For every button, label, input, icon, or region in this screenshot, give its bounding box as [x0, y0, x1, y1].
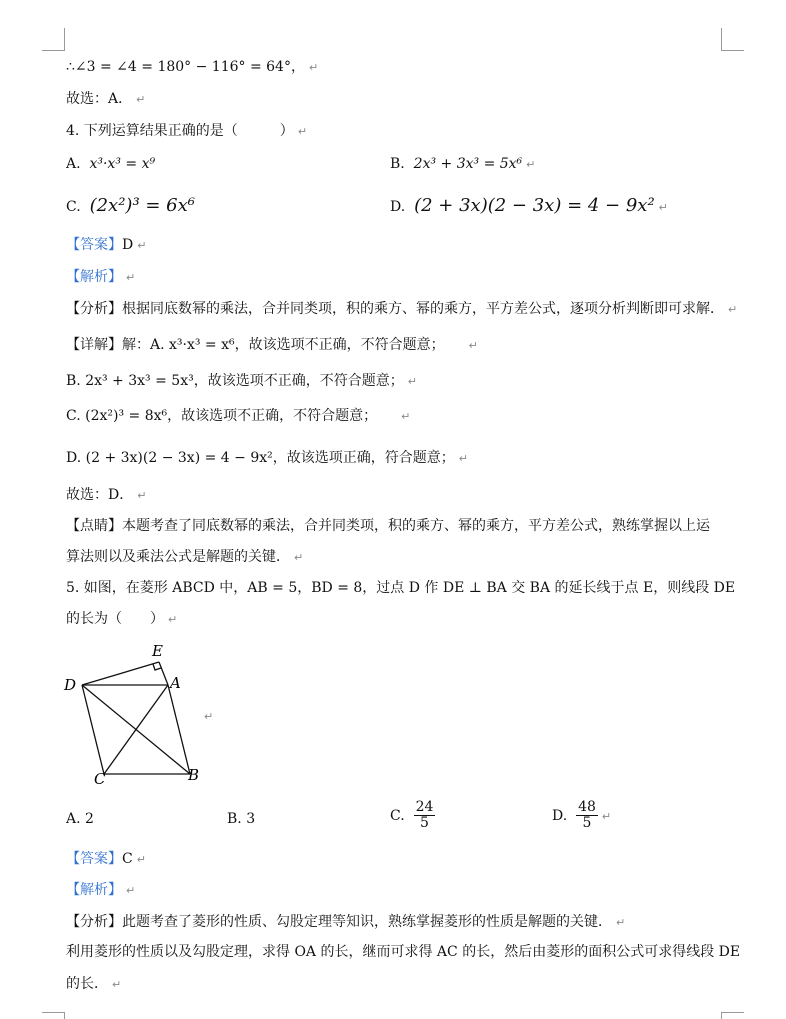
- q4-xiangjie-d: D. (2 + 3x)(2 − 3x) = 4 − 9x²，故该选项正确，符合题意； ↵: [66, 450, 468, 466]
- crop-mark-bottom-left: [42, 1012, 65, 1019]
- line-conclusion: ∴∠3 = ∠4 = 180° − 116° = 64°， ↵: [66, 59, 319, 75]
- q5-analysis-heading: 【解析】 ↵: [66, 882, 136, 898]
- label-c: C: [94, 770, 106, 788]
- figure-return-mark: ↵: [204, 710, 214, 723]
- segment-cd: [82, 685, 104, 774]
- label-a: A: [170, 674, 181, 692]
- q5-answer: 【答案】C ↵: [66, 851, 146, 867]
- q4-xiangjie-c: C. (2x²)³ = 8x⁶，故该选项不正确，不符合题意； ↵: [66, 408, 411, 424]
- segment-ab: [168, 685, 190, 774]
- diagonal-ac: [104, 685, 168, 774]
- fraction-24-5: $\frac{24}{5}$: [415, 799, 434, 832]
- q4-answer: 【答案】D ↵: [66, 237, 147, 253]
- fraction-48-5: $\frac{48}{5}$: [578, 799, 596, 832]
- q5-option-b: B. 3: [227, 811, 256, 827]
- label-d: D: [64, 676, 77, 694]
- q4-dianjing-1: 【点睛】本题考查了同底数幂的乘法，合并同类项，积的乘方、幂的乘方，平方差公式，熟练掌握以上运: [66, 518, 710, 534]
- segment-de: [82, 662, 159, 685]
- crop-mark-top-right: [721, 28, 744, 51]
- q5-text-1: 利用菱形的性质以及勾股定理，求得 OA 的长，继而可求得 AC 的长，然后由菱形的面积公式可求得线段 DE: [66, 944, 741, 960]
- q5-option-c: C. $\frac{24}{5}$: [390, 799, 434, 832]
- q5-option-d: D. $\frac{48}{5}$ ↵: [552, 799, 612, 832]
- crop-mark-bottom-right: [721, 1012, 744, 1019]
- q4-fenxi: 【分析】根据同底数幂的乘法，合并同类项，积的乘方、幂的乘方，平方差公式，逐项分析判断即可求解． ↵: [66, 301, 738, 317]
- q4-stem: 4. 下列运算结果正确的是（ ） ↵: [66, 123, 308, 139]
- q5-option-a: A. 2: [66, 811, 94, 827]
- rhombus-figure: [60, 638, 220, 788]
- q4-xiangjie-b: B. 2x³ + 3x³ = 5x³，故该选项不正确，不符合题意； ↵: [66, 373, 417, 389]
- q4-option-a: A. x³·x³ = x⁹: [66, 156, 156, 172]
- q5-stem-2: 的长为（ ） ↵: [66, 611, 178, 627]
- q4-dianjing-2: 算法则以及乘法公式是解题的关键． ↵: [66, 549, 304, 565]
- q4-option-c: C. (2x²)³ = 6x⁶: [66, 195, 196, 216]
- q5-text-2: 的长． ↵: [66, 976, 122, 992]
- q4-choose-d: 故选：D． ↵: [66, 487, 147, 503]
- q4-analysis-heading: 【解析】 ↵: [66, 269, 136, 285]
- q4-option-d: D. (2 + 3x)(2 − 3x) = 4 − 9x² ↵: [390, 195, 668, 216]
- segment-ea: [159, 662, 168, 685]
- q4-xiangjie-a: 【详解】解：A. x³·x³ = x⁶，故该选项不正确，不符合题意； ↵: [66, 337, 478, 353]
- q5-stem-1: 5. 如图，在菱形 ABCD 中，AB = 5，BD = 8，过点 D 作 DE ⊥ BA 交 BA 的延长线于点 E，则线段 DE: [66, 580, 736, 596]
- label-b: B: [188, 766, 200, 784]
- q4-option-b: B. 2x³ + 3x³ = 5x⁶ ↵: [390, 156, 536, 172]
- q5-fenxi: 【分析】此题考查了菱形的性质、勾股定理等知识，熟练掌握菱形的性质是解题的关键． ↵: [66, 914, 626, 930]
- crop-mark-top-left: [42, 28, 65, 51]
- label-e: E: [152, 642, 163, 660]
- line-choose-a: 故选：A． ↵: [66, 91, 146, 107]
